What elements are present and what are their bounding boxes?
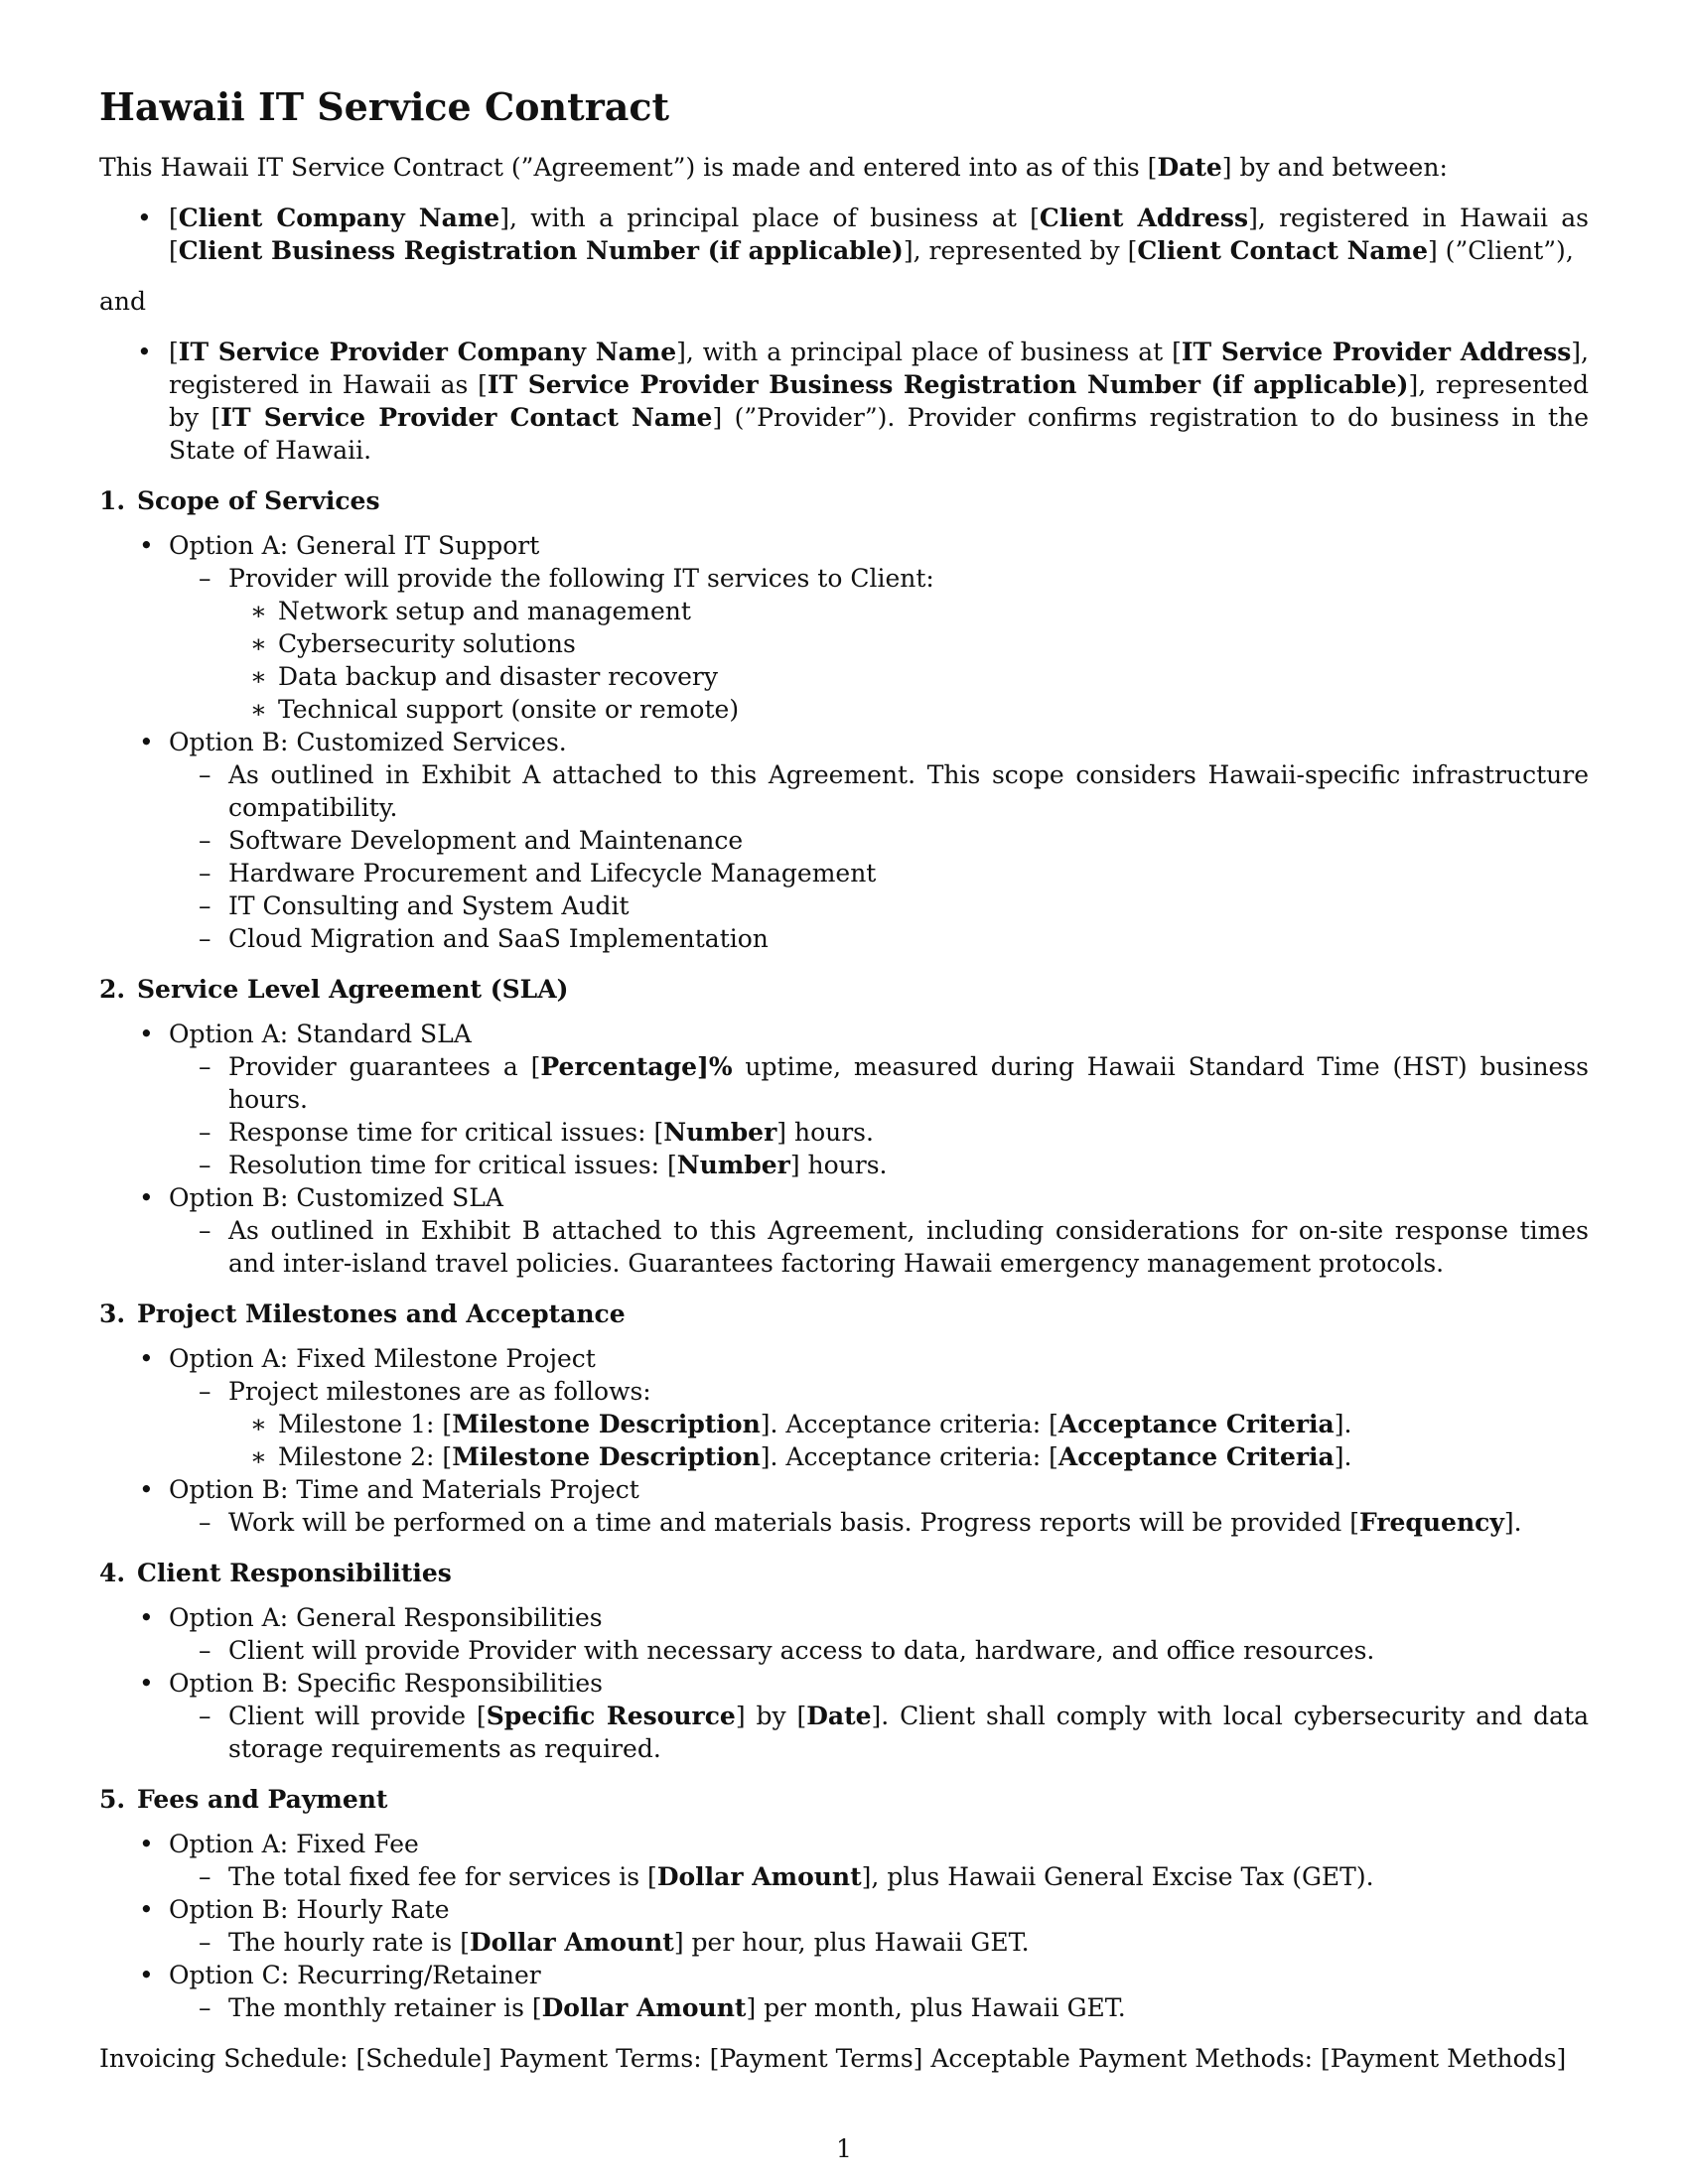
- sub-item: – Resolution time for critical issues: [Number] hours.: [169, 1149, 1589, 1181]
- invoicing-terms-line: Invoicing Schedule: [Schedule] Payment Terms: [Payment Terms] Acceptable Payment Methods: [Payment Methods]: [99, 2044, 1567, 2073]
- section-heading: 3. Project Milestones and Acceptance: [99, 1299, 626, 1328]
- sub-item: – Cloud Migration and SaaS Implementation: [169, 922, 1589, 955]
- sub-item: – IT Consulting and System Audit: [169, 889, 1589, 922]
- option-item: • Option A: General Responsibilities – Client will provide Provider with necessary access to data, hardware, and office resources.: [99, 1601, 1589, 1667]
- section-sla: [99, 973, 1589, 1280]
- sub-item: – Response time for critical issues: [Number] hours.: [169, 1116, 1589, 1149]
- sub-item: – Client will provide Provider with necessary access to data, hardware, and office resources.: [169, 1634, 1589, 1667]
- section-milestones: [99, 1297, 1589, 1539]
- option-item: • Option B: Time and Materials Project – Work will be performed on a time and materials basis. Progress reports will be provided [Frequency].: [99, 1473, 1589, 1539]
- option-item: • Option A: General IT Support – Provider will provide the following IT services to Client: ∗ Network setup and management ∗ Cybersecurity solutions ∗ Data backup and disaster recovery ∗ Technical support (onsite or remote): [99, 529, 1589, 726]
- sub-item: – The total fixed fee for services is [Dollar Amount], plus Hawaii General Excise Tax (GET).: [169, 1860, 1589, 1893]
- page-number: 1: [836, 2134, 852, 2163]
- document-page: [99, 83, 1589, 2075]
- sub-item: – Client will provide [Specific Resource] by [Date]. Client shall comply with local cybersecurity and data storage requirements as required.: [169, 1700, 1589, 1765]
- sub-item: – Hardware Procurement and Lifecycle Management: [169, 857, 1589, 889]
- sub-item: – As outlined in Exhibit B attached to this Agreement, including considerations for on-site response times and inter-island travel policies. Guarantees factoring Hawaii emergency management protocols.: [169, 1214, 1589, 1280]
- section-client-responsibilities: [99, 1557, 1589, 1765]
- section-heading: 1. Scope of Services: [99, 486, 380, 515]
- section-heading: 2. Service Level Agreement (SLA): [99, 975, 569, 1004]
- list-item: ∗ Milestone 1: [Milestone Description]. Acceptance criteria: [Acceptance Criteria].: [228, 1408, 1589, 1440]
- sub-item: – The monthly retainer is [Dollar Amount] per month, plus Hawaii GET.: [169, 1991, 1589, 2024]
- list-item: ∗ Milestone 2: [Milestone Description]. Acceptance criteria: [Acceptance Criteria].: [228, 1440, 1589, 1473]
- client-party-list: [99, 202, 1589, 267]
- option-item: • Option A: Standard SLA – Provider guarantees a [Percentage]% uptime, measured during Hawaii Standard Time (HST) business hours. – Response time for critical issues: [Number] hours. – Resolution time for critical issues: [Number] hours.: [99, 1018, 1589, 1181]
- sub-item: – Provider guarantees a [Percentage]% uptime, measured during Hawaii Standard Time (HST) business hours.: [169, 1050, 1589, 1116]
- sub-item: – Provider will provide the following IT services to Client: ∗ Network setup and management ∗ Cybersecurity solutions ∗ Data backup and disaster recovery ∗ Technical support (onsite or remote): [169, 562, 1589, 726]
- option-item: • Option B: Hourly Rate – The hourly rate is [Dollar Amount] per hour, plus Hawaii GET.: [99, 1893, 1589, 1959]
- date-placeholder: Date: [1157, 153, 1222, 182]
- list-item: ∗ Cybersecurity solutions: [228, 627, 1589, 660]
- sub-item: – The hourly rate is [Dollar Amount] per hour, plus Hawaii GET.: [169, 1926, 1589, 1959]
- sub-item: – Project milestones are as follows: ∗ Milestone 1: [Milestone Description]. Acceptance criteria: [Acceptance Criteria]. ∗ Milestone 2: [Milestone Description]. Acceptance criteria: [Acceptance Criteria].: [169, 1375, 1589, 1473]
- option-item: • Option C: Recurring/Retainer – The monthly retainer is [Dollar Amount] per month, plus Hawaii GET.: [99, 1959, 1589, 2024]
- section-heading: 5. Fees and Payment: [99, 1785, 388, 1814]
- list-item: ∗ Network setup and management: [228, 595, 1589, 627]
- list-item: ∗ Technical support (onsite or remote): [228, 693, 1589, 726]
- sub-item: – Software Development and Maintenance: [169, 824, 1589, 857]
- and-separator: and: [99, 287, 147, 316]
- client-party: • [Client Company Name], with a principal place of business at [Client Address], registered in Hawaii as [Client Business Registration Number (if applicable)], represented by [Client Contact Name] (”Client”),: [99, 202, 1589, 267]
- option-item: • Option B: Customized Services. – As outlined in Exhibit A attached to this Agreement. This scope considers Hawaii-specific infrastructure compatibility. – Software Development and Maintenance – Hardware Procurement and Lifecycle Management – IT Consulting and System Audit – Cloud Migration and SaaS Implementation: [99, 726, 1589, 955]
- option-item: • Option B: Specific Responsibilities – Client will provide [Specific Resource] by [Date]. Client shall comply with local cybersecurity and data storage requirements as required.: [99, 1667, 1589, 1765]
- intro-paragraph: This Hawaii IT Service Contract (”Agreement”) is made and entered into as of this [Date] by and between:: [99, 153, 1448, 182]
- section-scope-of-services: [99, 484, 1589, 955]
- option-item: • Option B: Customized SLA – As outlined in Exhibit B attached to this Agreement, including considerations for on-site response times and inter-island travel policies. Guarantees factoring Hawaii emergency management protocols.: [99, 1181, 1589, 1280]
- provider-party-list: [99, 336, 1589, 467]
- provider-party: • [IT Service Provider Company Name], with a principal place of business at [IT Service Provider Address], registered in Hawaii as [IT Service Provider Business Registration Number (if applicable)], represented by [IT Service Provider Contact Name] (”Provider”). Provider confirms registration to do business in the State of Hawaii.: [99, 336, 1589, 467]
- sub-item: – Work will be performed on a time and materials basis. Progress reports will be provided [Frequency].: [169, 1506, 1589, 1539]
- option-item: • Option A: Fixed Milestone Project – Project milestones are as follows: ∗ Milestone 1: [Milestone Description]. Acceptance criteria: [Acceptance Criteria]. ∗ Milestone 2: [Milestone Description]. Acceptance criteria: [Acceptance Criteria].: [99, 1342, 1589, 1473]
- option-item: • Option A: Fixed Fee – The total fixed fee for services is [Dollar Amount], plus Hawaii General Excise Tax (GET).: [99, 1828, 1589, 1893]
- document-title: Hawaii IT Service Contract: [99, 84, 670, 129]
- list-item: ∗ Data backup and disaster recovery: [228, 660, 1589, 693]
- section-fees-and-payment: [99, 1783, 1589, 2024]
- section-heading: 4. Client Responsibilities: [99, 1559, 452, 1587]
- sub-item: – As outlined in Exhibit A attached to this Agreement. This scope considers Hawaii-specific infrastructure compatibility.: [169, 758, 1589, 824]
